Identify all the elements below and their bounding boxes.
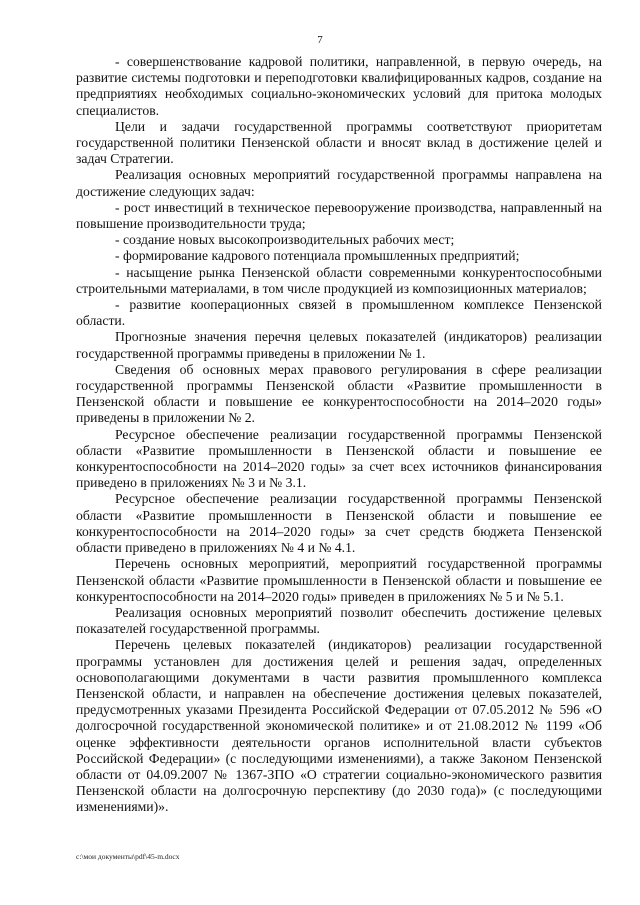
footer-file-path: c:\мои документы\pdf\45-m.docx	[76, 852, 180, 861]
paragraph-targets-achievement: Реализация основных мероприятий позволит обеспечить достижение целевых показателей государственной программы.	[76, 604, 602, 637]
paragraph-appendix-2: Сведения об основных мерах правового регулирования в сфере реализации государственной программы Пензенской области «Развитие промышленности в Пензенской области и повышение ее конкурентоспособности на 2014–2020 годы» приведены в приложении № 2.	[76, 361, 602, 426]
document-body	[76, 54, 602, 816]
paragraph-indicators-list: Перечень целевых показателей (индикаторов) реализации государственной программы установлен для достижения целей и решения задач, определенных основополагающими документами в части развития промышленного комплекса Пензенской области, и направлен на обеспечение достижения целевых показателей, предусмотренных указами Президента Российской Федерации от 07.05.2012 № 596 «О долгосрочной государственной экономической политике» и от 21.08.2012 № 1199 «Об оценке эффективности деятельности органов исполнительной власти субъектов Российской Федерации» (с последующими изменениями), а также Законом Пензенской области от 04.09.2007 № 1367-ЗПО «О стратегии социально-экономического развития Пензенской области на долгосрочную перспективу (до 2030 года)» (с последующими изменениями)».	[76, 637, 602, 815]
list-item-investment: - рост инвестиций в техническое перевооружение производства, направленный на повышение производительности труда;	[76, 199, 602, 232]
list-item-jobs: - создание новых высокопроизводительных рабочих мест;	[115, 232, 455, 248]
paragraph-tasks-intro: Реализация основных мероприятий государственной программы направлена на достижение следующих задач:	[76, 167, 602, 199]
paragraph-appendix-3: Ресурсное обеспечение реализации государственной программы Пензенской области «Развитие промышленности в Пензенской области и повышение ее конкурентоспособности на 2014–2020 годы» за счет всех источников финансирования приведено в приложениях № 3 и № 3.1.	[76, 426, 602, 491]
page-number: 7	[317, 34, 323, 46]
list-item-materials: - насыщение рынка Пензенской области современными конкурентоспособными строительными материалами, в том числе продукцией из композиционных материалов;	[76, 264, 602, 296]
paragraph-appendix-5: Перечень основных мероприятий, мероприятий государственной программы Пензенской области «Развитие промышленности в Пензенской области и повышение ее конкурентоспособности на 2014–2020 годы» приведен в приложениях № 5 и № 5.1.	[76, 556, 602, 604]
list-item-personnel: - формирование кадрового потенциала промышленных предприятий;	[115, 248, 520, 264]
paragraph-goals-priorities: Цели и задачи государственной программы соответствуют приоритетам государственной политики Пензенской области и вносят вклад в достижение целей и задач Стратегии.	[76, 118, 602, 167]
paragraph-appendix-4: Ресурсное обеспечение реализации государственной программы Пензенской области «Развитие промышленности в Пензенской области и повышение ее конкурентоспособности на 2014–2020 годы» за счет средств бюджета Пензенской области приведено в приложениях № 4 и № 4.1.	[76, 491, 602, 556]
paragraph-appendix-1: Прогнозные значения перечня целевых показателей (индикаторов) реализации государственной программы приведены в приложении № 1.	[76, 329, 602, 361]
paragraph-personnel-policy: - совершенствование кадровой политики, направленной, в первую очередь, на развитие системы подготовки и переподготовки квалифицированных кадров, создание на предприятиях необходимых социально-экономических условий для притока молодых специалистов.	[76, 54, 602, 118]
list-item-cooperation: - развитие кооперационных связей в промышленном комплексе Пензенской области.	[76, 297, 602, 329]
